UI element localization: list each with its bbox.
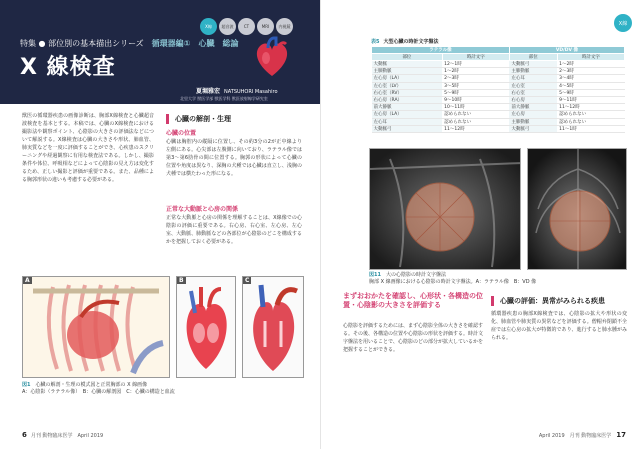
table-cell: 主肺動脈 bbox=[372, 68, 443, 75]
table-cell: 右心房（RA） bbox=[372, 96, 443, 103]
section-disease-heading: 心臓の評価：異常がみられる疾患 bbox=[491, 296, 605, 306]
tab-xray[interactable]: X線 bbox=[200, 18, 217, 35]
col-group-lateral: ラテラル像 bbox=[372, 47, 510, 54]
author-affiliation: 北里大学 獣医学部 獣医学科 獣医放射線学研究室 bbox=[180, 96, 268, 101]
xray-lateral-graphic bbox=[370, 149, 521, 270]
pink-subtitle: まずおおかたを確認し、心形状・各構造の位置・心陰影の大きさを評価する bbox=[343, 292, 483, 309]
xray-vd-image bbox=[527, 148, 627, 270]
table-row bbox=[372, 82, 625, 89]
table-cell: 11〜12時 bbox=[442, 125, 509, 132]
table-cell: 前大静脈 bbox=[372, 104, 443, 111]
right-page bbox=[320, 0, 640, 449]
table-cell: 主肺動脈 bbox=[509, 118, 557, 125]
table-cell: 右心室 bbox=[509, 89, 557, 96]
modality-tabs bbox=[200, 18, 293, 35]
heart-anatomy-diagram bbox=[177, 277, 235, 377]
intro-text: 獣医の循環器疾患の画像診断は、胸部X線検査と心臓超音波検査を基本とする。本稿では、心臓のX線検査における撮影法や観察ポイント、心陰影の大きさの評価法などについて解説する。X線検査は心臓の大きさや形状、肺血管、肺実質などを一度に評価することができ、心疾患のスクリーニングや経過観察に有用な検査法である。しかし、撮影条件や体位、呼吸相などによって心陰影の見え方は変化するため、正しい撮影と評価が重要である。また、品種による胸郭形状の違いも考慮する必要がある。 bbox=[22, 113, 154, 183]
table-cell: 左心耳 bbox=[509, 75, 557, 82]
xray-vd-graphic bbox=[528, 149, 627, 270]
table-cell: 認められない bbox=[557, 118, 624, 125]
author-name: 夏堀雅宏 NATSUHORI Masahiro bbox=[196, 88, 278, 95]
thorax-diagram bbox=[23, 277, 169, 377]
paragraph-disease: 循環器疾患の胸部X線検査では、心陰影の拡大や形状の変化、肺血管や肺実質の異常などを評価する。僧帽弁閉鎖不全症では左心房の拡大が特徴的であり、進行すると肺水腫がみられる。 bbox=[491, 311, 627, 341]
table-row bbox=[372, 61, 625, 68]
paragraph-aorta-atrium: 正常な大動脈と心房の関係を理解することは、X線像での心陰影の評価に重要である。右心房、右心室、左心房、左心室、大動脈、肺動脈などの各部位が心陰影のどこを構成するかを把握しておく必要がある。 bbox=[166, 215, 302, 245]
col-group-vd: VD/DV 像 bbox=[509, 47, 624, 54]
table-cell: 左心房 bbox=[509, 111, 557, 118]
paragraph-evaluation: 心陰影を評価するためには、まず心陰影全体の大きさを確認する。その後、各構造の位置や心陰影の形状を評価する。時計文字盤法を用いることで、心陰影のどの部分が拡大しているかを把握することができる。 bbox=[343, 323, 483, 353]
table-cell: 右心房 bbox=[509, 96, 557, 103]
figure-blood-flow: C bbox=[242, 276, 304, 378]
clock-face-table: ラテラル像 VD/DV 像 部位 時計文字 部位 時計文字 大動脈 12〜1時 大動脈弓 1〜2時 主肺動脈 1〜2時 主肺動脈 2〜3時 左心房（LA） 2〜3時 左心耳 3〜4時 左心室（LV） 3〜5時 左心室 4〜5時 右心室（RV） 5〜9時 右心室 5〜9時 右心房（RA） 9〜10時 右心房 9〜11時 前大静脈 10〜11時 前大静脈 11〜12時 左心房（LA） 認められない 左心房 認められない 左心耳 認められない 主肺動脈 認められない 大動脈弓 11〜12時 大動脈弓 11〜1時 bbox=[371, 46, 625, 133]
table-cell: 大動脈 bbox=[372, 61, 443, 68]
table-cell: 1〜2時 bbox=[557, 61, 624, 68]
table-cell: 9〜11時 bbox=[557, 96, 624, 103]
tab-ct[interactable]: CT bbox=[238, 18, 255, 35]
figure-heart-anatomy: B bbox=[176, 276, 236, 378]
table-cell: 4〜5時 bbox=[557, 82, 624, 89]
table-cell: 5〜9時 bbox=[442, 89, 509, 96]
table-cell: 9〜10時 bbox=[442, 96, 509, 103]
article-title: X 線検査 bbox=[20, 55, 116, 80]
section-anatomy-heading: 心臓の解剖・生理 bbox=[166, 114, 231, 124]
table-cell: 大動脈弓 bbox=[509, 61, 557, 68]
table-row bbox=[372, 96, 625, 103]
table-cell: 左心房（LA） bbox=[372, 75, 443, 82]
table-row bbox=[372, 89, 625, 96]
table-cell: 左心室（LV） bbox=[372, 82, 443, 89]
article-header bbox=[0, 0, 320, 104]
table-row bbox=[372, 111, 625, 118]
series-title: 特集 ● 部位別の基本描出シリーズ 循環器編① 心臓 総論 bbox=[20, 39, 239, 48]
table-cell: 11〜12時 bbox=[557, 104, 624, 111]
table-caption: 表5 大型心臓の時計文字盤法 bbox=[371, 39, 439, 45]
table-row bbox=[372, 75, 625, 82]
table-row bbox=[372, 104, 625, 111]
table-cell: 認められない bbox=[442, 118, 509, 125]
subheading-heart-position: 心臓の位置 bbox=[166, 130, 197, 137]
table-row bbox=[372, 118, 625, 125]
table-cell: 認められない bbox=[442, 111, 509, 118]
table-cell: 前大静脈 bbox=[509, 104, 557, 111]
figure-lateral-schematic: A bbox=[22, 276, 170, 378]
table-cell: 3〜5時 bbox=[442, 82, 509, 89]
table-cell: 左心耳 bbox=[372, 118, 443, 125]
table-cell: 11〜1時 bbox=[557, 125, 624, 132]
table-cell: 左心房（LA） bbox=[372, 111, 443, 118]
subheading-aorta-atrium: 正常な大動脈と心房の関係 bbox=[166, 206, 239, 213]
tab-endoscope[interactable]: 内視鏡 bbox=[276, 18, 293, 35]
blood-flow-diagram bbox=[243, 277, 303, 377]
table-row bbox=[372, 68, 625, 75]
table-cell: 主肺動脈 bbox=[509, 68, 557, 75]
heart-icon bbox=[250, 36, 294, 80]
table-body bbox=[372, 61, 625, 133]
left-footer: 6 月刊 動物臨床医学 April 2019 bbox=[22, 431, 104, 439]
table-cell: 12〜1時 bbox=[442, 61, 509, 68]
table-cell: 大動脈弓 bbox=[372, 125, 443, 132]
table-cell: 左心室 bbox=[509, 82, 557, 89]
table-cell: 2〜3時 bbox=[442, 75, 509, 82]
table-cell: 3〜4時 bbox=[557, 75, 624, 82]
tab-mri[interactable]: MRI bbox=[257, 18, 274, 35]
table-cell: 認められない bbox=[557, 111, 624, 118]
xray-lateral-image bbox=[369, 148, 521, 270]
table-cell: 2〜3時 bbox=[557, 68, 624, 75]
modality-tag: X線 bbox=[614, 14, 632, 32]
figure11-caption: 図11 大の心陰影の時計文字盤法 胸部 X 線画像における心陰影の時計文字盤法。A：ラテラル像 B：VD 像 bbox=[369, 272, 537, 285]
right-footer: April 2019 月刊 動物臨床医学 17 bbox=[538, 431, 626, 439]
table-cell: 10〜11時 bbox=[442, 104, 509, 111]
table-cell: 右心室（RV） bbox=[372, 89, 443, 96]
table-cell: 1〜2時 bbox=[442, 68, 509, 75]
table-cell: 5〜9時 bbox=[557, 89, 624, 96]
table-cell: 大動脈弓 bbox=[509, 125, 557, 132]
figure1-caption: 図1 心臓の解剖・生理の模式図と正常胸部の X 線画像 A：心陰影（ラテラル像） B：心臓の解剖図 C：心臓の構造と血流 bbox=[22, 382, 175, 395]
paragraph-heart-position: 心臓は胸腔内の縦隔に位置し、その約3分の2が正中線より左側にある。心尖部は左腹側に向いており、ラテラル像では第3〜第6肋骨の間に位置する。胸郭の形状によって心臓の位置や角度は異なり、深胸の犬種では心臓は直立し、浅胸の犬種では横たわった形になる。 bbox=[166, 139, 302, 177]
tab-ultrasound[interactable]: 超音波 bbox=[219, 18, 236, 35]
table-row bbox=[372, 125, 625, 132]
